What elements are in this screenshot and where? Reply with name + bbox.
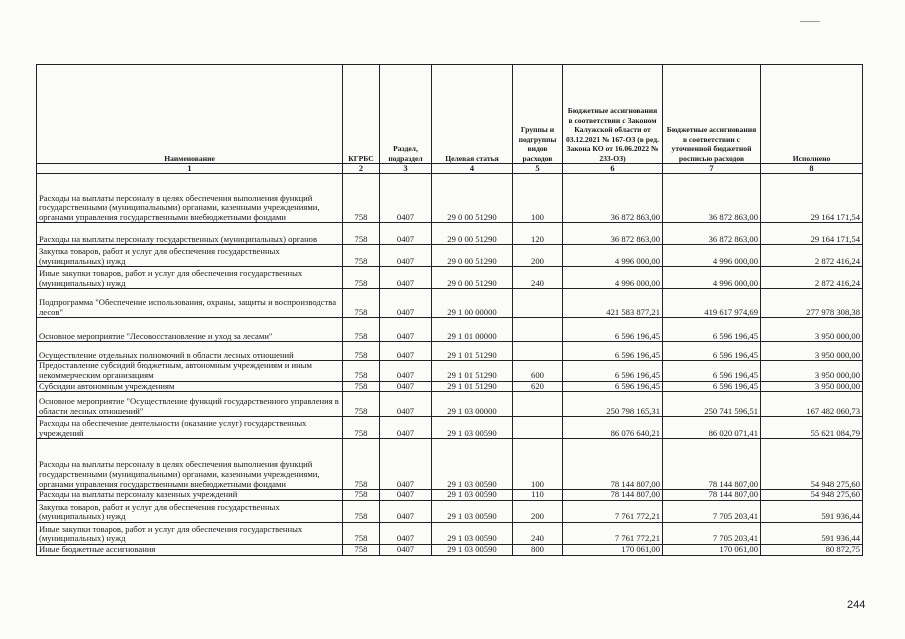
row-kgrbs: 758 bbox=[343, 490, 380, 501]
row-assign-refined: 36 872 863,00 bbox=[663, 174, 761, 223]
row-razdel: 0407 bbox=[380, 267, 432, 289]
table-header bbox=[37, 65, 863, 174]
row-executed: 591 936,44 bbox=[761, 522, 863, 544]
row-assign-refined: 4 996 000,00 bbox=[663, 267, 761, 289]
row-assign-refined: 6 596 196,45 bbox=[663, 381, 761, 392]
row-assign-law: 6 596 196,45 bbox=[563, 342, 663, 361]
row-assign-law: 6 596 196,45 bbox=[563, 381, 663, 392]
row-assign-refined: 4 996 000,00 bbox=[663, 245, 761, 267]
row-assign-law: 4 996 000,00 bbox=[563, 267, 663, 289]
row-executed: 591 936,44 bbox=[761, 500, 863, 522]
row-target: 29 1 03 00590 bbox=[432, 500, 513, 522]
column-number: 4 bbox=[432, 164, 513, 174]
row-target: 29 1 03 00000 bbox=[432, 392, 513, 417]
row-group: 100 bbox=[513, 174, 563, 223]
row-assign-refined: 6 596 196,45 bbox=[663, 318, 761, 342]
row-target: 29 0 00 51290 bbox=[432, 245, 513, 267]
table-row bbox=[37, 223, 863, 245]
row-kgrbs: 758 bbox=[343, 245, 380, 267]
table-row bbox=[37, 289, 863, 318]
row-group bbox=[513, 289, 563, 318]
row-assign-law: 6 596 196,45 bbox=[563, 318, 663, 342]
header-assign-law: Бюджетные ассигнования в соответствии с Законом Калужской области от 03.12.2021 № 167-ОЗ (в ред. Закона КО от 16.06.2022 № 233-ОЗ) bbox=[563, 65, 663, 164]
row-executed: 3 950 000,00 bbox=[761, 318, 863, 342]
row-razdel: 0407 bbox=[380, 342, 432, 361]
row-kgrbs: 758 bbox=[343, 174, 380, 223]
row-executed: 2 872 416,24 bbox=[761, 245, 863, 267]
row-razdel: 0407 bbox=[380, 174, 432, 223]
row-group: 800 bbox=[513, 544, 563, 555]
row-target: 29 1 03 00590 bbox=[432, 417, 513, 439]
row-name: Основное мероприятие "Осуществление функций государственного управления в области лесных отношений" bbox=[37, 392, 343, 417]
row-kgrbs: 758 bbox=[343, 361, 380, 381]
row-executed: 3 950 000,00 bbox=[761, 361, 863, 381]
row-name: Расходы на обеспечение деятельности (оказание услуг) государственных учреждений bbox=[37, 417, 343, 439]
row-group: 200 bbox=[513, 245, 563, 267]
row-target: 29 0 00 51290 bbox=[432, 223, 513, 245]
row-assign-law: 7 761 772,21 bbox=[563, 500, 663, 522]
row-assign-refined: 78 144 807,00 bbox=[663, 439, 761, 490]
row-kgrbs: 758 bbox=[343, 417, 380, 439]
row-razdel: 0407 bbox=[380, 318, 432, 342]
row-group: 620 bbox=[513, 381, 563, 392]
table-row bbox=[37, 174, 863, 223]
row-group bbox=[513, 342, 563, 361]
row-target: 29 1 03 00590 bbox=[432, 439, 513, 490]
row-target: 29 1 03 00590 bbox=[432, 544, 513, 555]
row-assign-law: 250 798 165,31 bbox=[563, 392, 663, 417]
row-assign-law: 78 144 807,00 bbox=[563, 439, 663, 490]
row-group bbox=[513, 318, 563, 342]
table-body bbox=[37, 174, 863, 555]
row-razdel: 0407 bbox=[380, 245, 432, 267]
column-number: 6 bbox=[563, 164, 663, 174]
row-target: 29 1 01 00000 bbox=[432, 318, 513, 342]
row-razdel: 0407 bbox=[380, 361, 432, 381]
row-assign-law: 6 596 196,45 bbox=[563, 361, 663, 381]
row-target: 29 1 00 00000 bbox=[432, 289, 513, 318]
row-executed: 2 872 416,24 bbox=[761, 267, 863, 289]
row-kgrbs: 758 bbox=[343, 289, 380, 318]
row-assign-law: 170 061,00 bbox=[563, 544, 663, 555]
table-row bbox=[37, 439, 863, 490]
row-group: 100 bbox=[513, 439, 563, 490]
header-razdel: Раздел, подраздел bbox=[380, 65, 432, 164]
row-name: Расходы на выплаты персоналу казенных учреждений bbox=[37, 490, 343, 501]
row-name: Расходы на выплаты персоналу государственных (муниципальных) органов bbox=[37, 223, 343, 245]
row-executed: 3 950 000,00 bbox=[761, 342, 863, 361]
row-razdel: 0407 bbox=[380, 439, 432, 490]
table-row bbox=[37, 381, 863, 392]
row-kgrbs: 758 bbox=[343, 544, 380, 555]
row-group bbox=[513, 392, 563, 417]
table-row bbox=[37, 361, 863, 381]
column-number-row bbox=[37, 164, 863, 174]
header-target: Целевая статья bbox=[432, 65, 513, 164]
row-assign-refined: 7 705 203,41 bbox=[663, 522, 761, 544]
row-kgrbs: 758 bbox=[343, 267, 380, 289]
row-razdel: 0407 bbox=[380, 381, 432, 392]
row-name: Предоставление субсидий бюджетным, автономным учреждениям и иным некоммерческим организациям bbox=[37, 361, 343, 381]
row-name: Расходы на выплаты персоналу в целях обеспечения выполнения функций государственными (муниципальными) органами, казенными учреждениями, органами управления государственными внебюджетными фондами bbox=[37, 174, 343, 223]
row-assign-law: 78 144 807,00 bbox=[563, 490, 663, 501]
row-target: 29 0 00 51290 bbox=[432, 174, 513, 223]
table-row bbox=[37, 522, 863, 544]
row-assign-refined: 6 596 196,45 bbox=[663, 361, 761, 381]
row-kgrbs: 758 bbox=[343, 392, 380, 417]
row-razdel: 0407 bbox=[380, 500, 432, 522]
row-kgrbs: 758 bbox=[343, 500, 380, 522]
table-row bbox=[37, 318, 863, 342]
table-row bbox=[37, 267, 863, 289]
table-row bbox=[37, 342, 863, 361]
row-name: Основное мероприятие "Лесовосстановление и уход за лесами" bbox=[37, 318, 343, 342]
row-kgrbs: 758 bbox=[343, 439, 380, 490]
row-kgrbs: 758 bbox=[343, 381, 380, 392]
row-name: Иные закупки товаров, работ и услуг для обеспечения государственных (муниципальных) нужд bbox=[37, 522, 343, 544]
row-name: Субсидии автономным учреждениям bbox=[37, 381, 343, 392]
row-assign-law: 4 996 000,00 bbox=[563, 245, 663, 267]
row-assign-law: 421 583 877,21 bbox=[563, 289, 663, 318]
row-name: Закупка товаров, работ и услуг для обеспечения государственных (муниципальных) нужд bbox=[37, 500, 343, 522]
row-executed: 167 482 060,73 bbox=[761, 392, 863, 417]
row-target: 29 1 03 00590 bbox=[432, 490, 513, 501]
column-number: 3 bbox=[380, 164, 432, 174]
header-kgrbs: КГРБС bbox=[343, 65, 380, 164]
row-name: Иные бюджетные ассигнования bbox=[37, 544, 343, 555]
row-group: 240 bbox=[513, 522, 563, 544]
row-executed: 277 978 308,38 bbox=[761, 289, 863, 318]
row-executed: 29 164 171,54 bbox=[761, 174, 863, 223]
row-kgrbs: 758 bbox=[343, 318, 380, 342]
column-number: 2 bbox=[343, 164, 380, 174]
row-group: 240 bbox=[513, 267, 563, 289]
column-number: 1 bbox=[37, 164, 343, 174]
table-row bbox=[37, 392, 863, 417]
row-assign-law: 7 761 772,21 bbox=[563, 522, 663, 544]
row-assign-law: 86 076 640,21 bbox=[563, 417, 663, 439]
row-razdel: 0407 bbox=[380, 392, 432, 417]
row-group: 110 bbox=[513, 490, 563, 501]
row-assign-refined: 6 596 196,45 bbox=[663, 342, 761, 361]
row-group: 600 bbox=[513, 361, 563, 381]
row-executed: 55 621 084,79 bbox=[761, 417, 863, 439]
row-target: 29 0 00 51290 bbox=[432, 267, 513, 289]
table-row bbox=[37, 245, 863, 267]
row-kgrbs: 758 bbox=[343, 522, 380, 544]
header-assign-refined: Бюджетные ассигнования в соответствии с уточненной бюджетной росписью расходов bbox=[663, 65, 761, 164]
row-group: 120 bbox=[513, 223, 563, 245]
header-groups: Группы и подгруппы видов расходов bbox=[513, 65, 563, 164]
row-target: 29 1 01 51290 bbox=[432, 361, 513, 381]
row-assign-refined: 250 741 596,51 bbox=[663, 392, 761, 417]
row-kgrbs: 758 bbox=[343, 223, 380, 245]
row-name: Расходы на выплаты персоналу в целях обеспечения выполнения функций государственными (муниципальными) органами, казенными учреждениями, органами управления государственными внебюджетными фондами bbox=[37, 439, 343, 490]
row-razdel: 0407 bbox=[380, 223, 432, 245]
row-target: 29 1 01 51290 bbox=[432, 342, 513, 361]
row-assign-refined: 419 617 974,69 bbox=[663, 289, 761, 318]
row-name: Осуществление отдельных полномочий в области лесных отношений bbox=[37, 342, 343, 361]
row-assign-refined: 78 144 807,00 bbox=[663, 490, 761, 501]
header-executed: Исполнено bbox=[761, 65, 863, 164]
row-name: Подпрограмма "Обеспечение использования, охраны, защиты и воспроизводства лесов" bbox=[37, 289, 343, 318]
row-kgrbs: 758 bbox=[343, 342, 380, 361]
row-assign-refined: 86 020 071,41 bbox=[663, 417, 761, 439]
header-name: Наименование bbox=[37, 65, 343, 164]
page-number: 244 bbox=[847, 599, 866, 611]
table-row bbox=[37, 490, 863, 501]
row-name: Иные закупки товаров, работ и услуг для обеспечения государственных (муниципальных) нужд bbox=[37, 267, 343, 289]
column-number: 5 bbox=[513, 164, 563, 174]
row-group: 200 bbox=[513, 500, 563, 522]
row-assign-refined: 36 872 863,00 bbox=[663, 223, 761, 245]
column-number: 8 bbox=[761, 164, 863, 174]
table-row bbox=[37, 417, 863, 439]
row-executed: 54 948 275,60 bbox=[761, 439, 863, 490]
row-razdel: 0407 bbox=[380, 417, 432, 439]
row-executed: 3 950 000,00 bbox=[761, 381, 863, 392]
row-target: 29 1 01 51290 bbox=[432, 381, 513, 392]
table-row bbox=[37, 544, 863, 555]
row-executed: 29 164 171,54 bbox=[761, 223, 863, 245]
row-razdel: 0407 bbox=[380, 544, 432, 555]
column-number: 7 bbox=[663, 164, 761, 174]
row-assign-law: 36 872 863,00 bbox=[563, 223, 663, 245]
budget-table bbox=[36, 64, 863, 556]
table-row bbox=[37, 500, 863, 522]
row-executed: 80 872,75 bbox=[761, 544, 863, 555]
row-assign-refined: 7 705 203,41 bbox=[663, 500, 761, 522]
row-name: Закупка товаров, работ и услуг для обеспечения государственных (муниципальных) нужд bbox=[37, 245, 343, 267]
row-executed: 54 948 275,60 bbox=[761, 490, 863, 501]
row-razdel: 0407 bbox=[380, 289, 432, 318]
row-group bbox=[513, 417, 563, 439]
row-assign-refined: 170 061,00 bbox=[663, 544, 761, 555]
row-target: 29 1 03 00590 bbox=[432, 522, 513, 544]
row-razdel: 0407 bbox=[380, 490, 432, 501]
row-assign-law: 36 872 863,00 bbox=[563, 174, 663, 223]
scan-mark bbox=[800, 21, 820, 22]
row-razdel: 0407 bbox=[380, 522, 432, 544]
